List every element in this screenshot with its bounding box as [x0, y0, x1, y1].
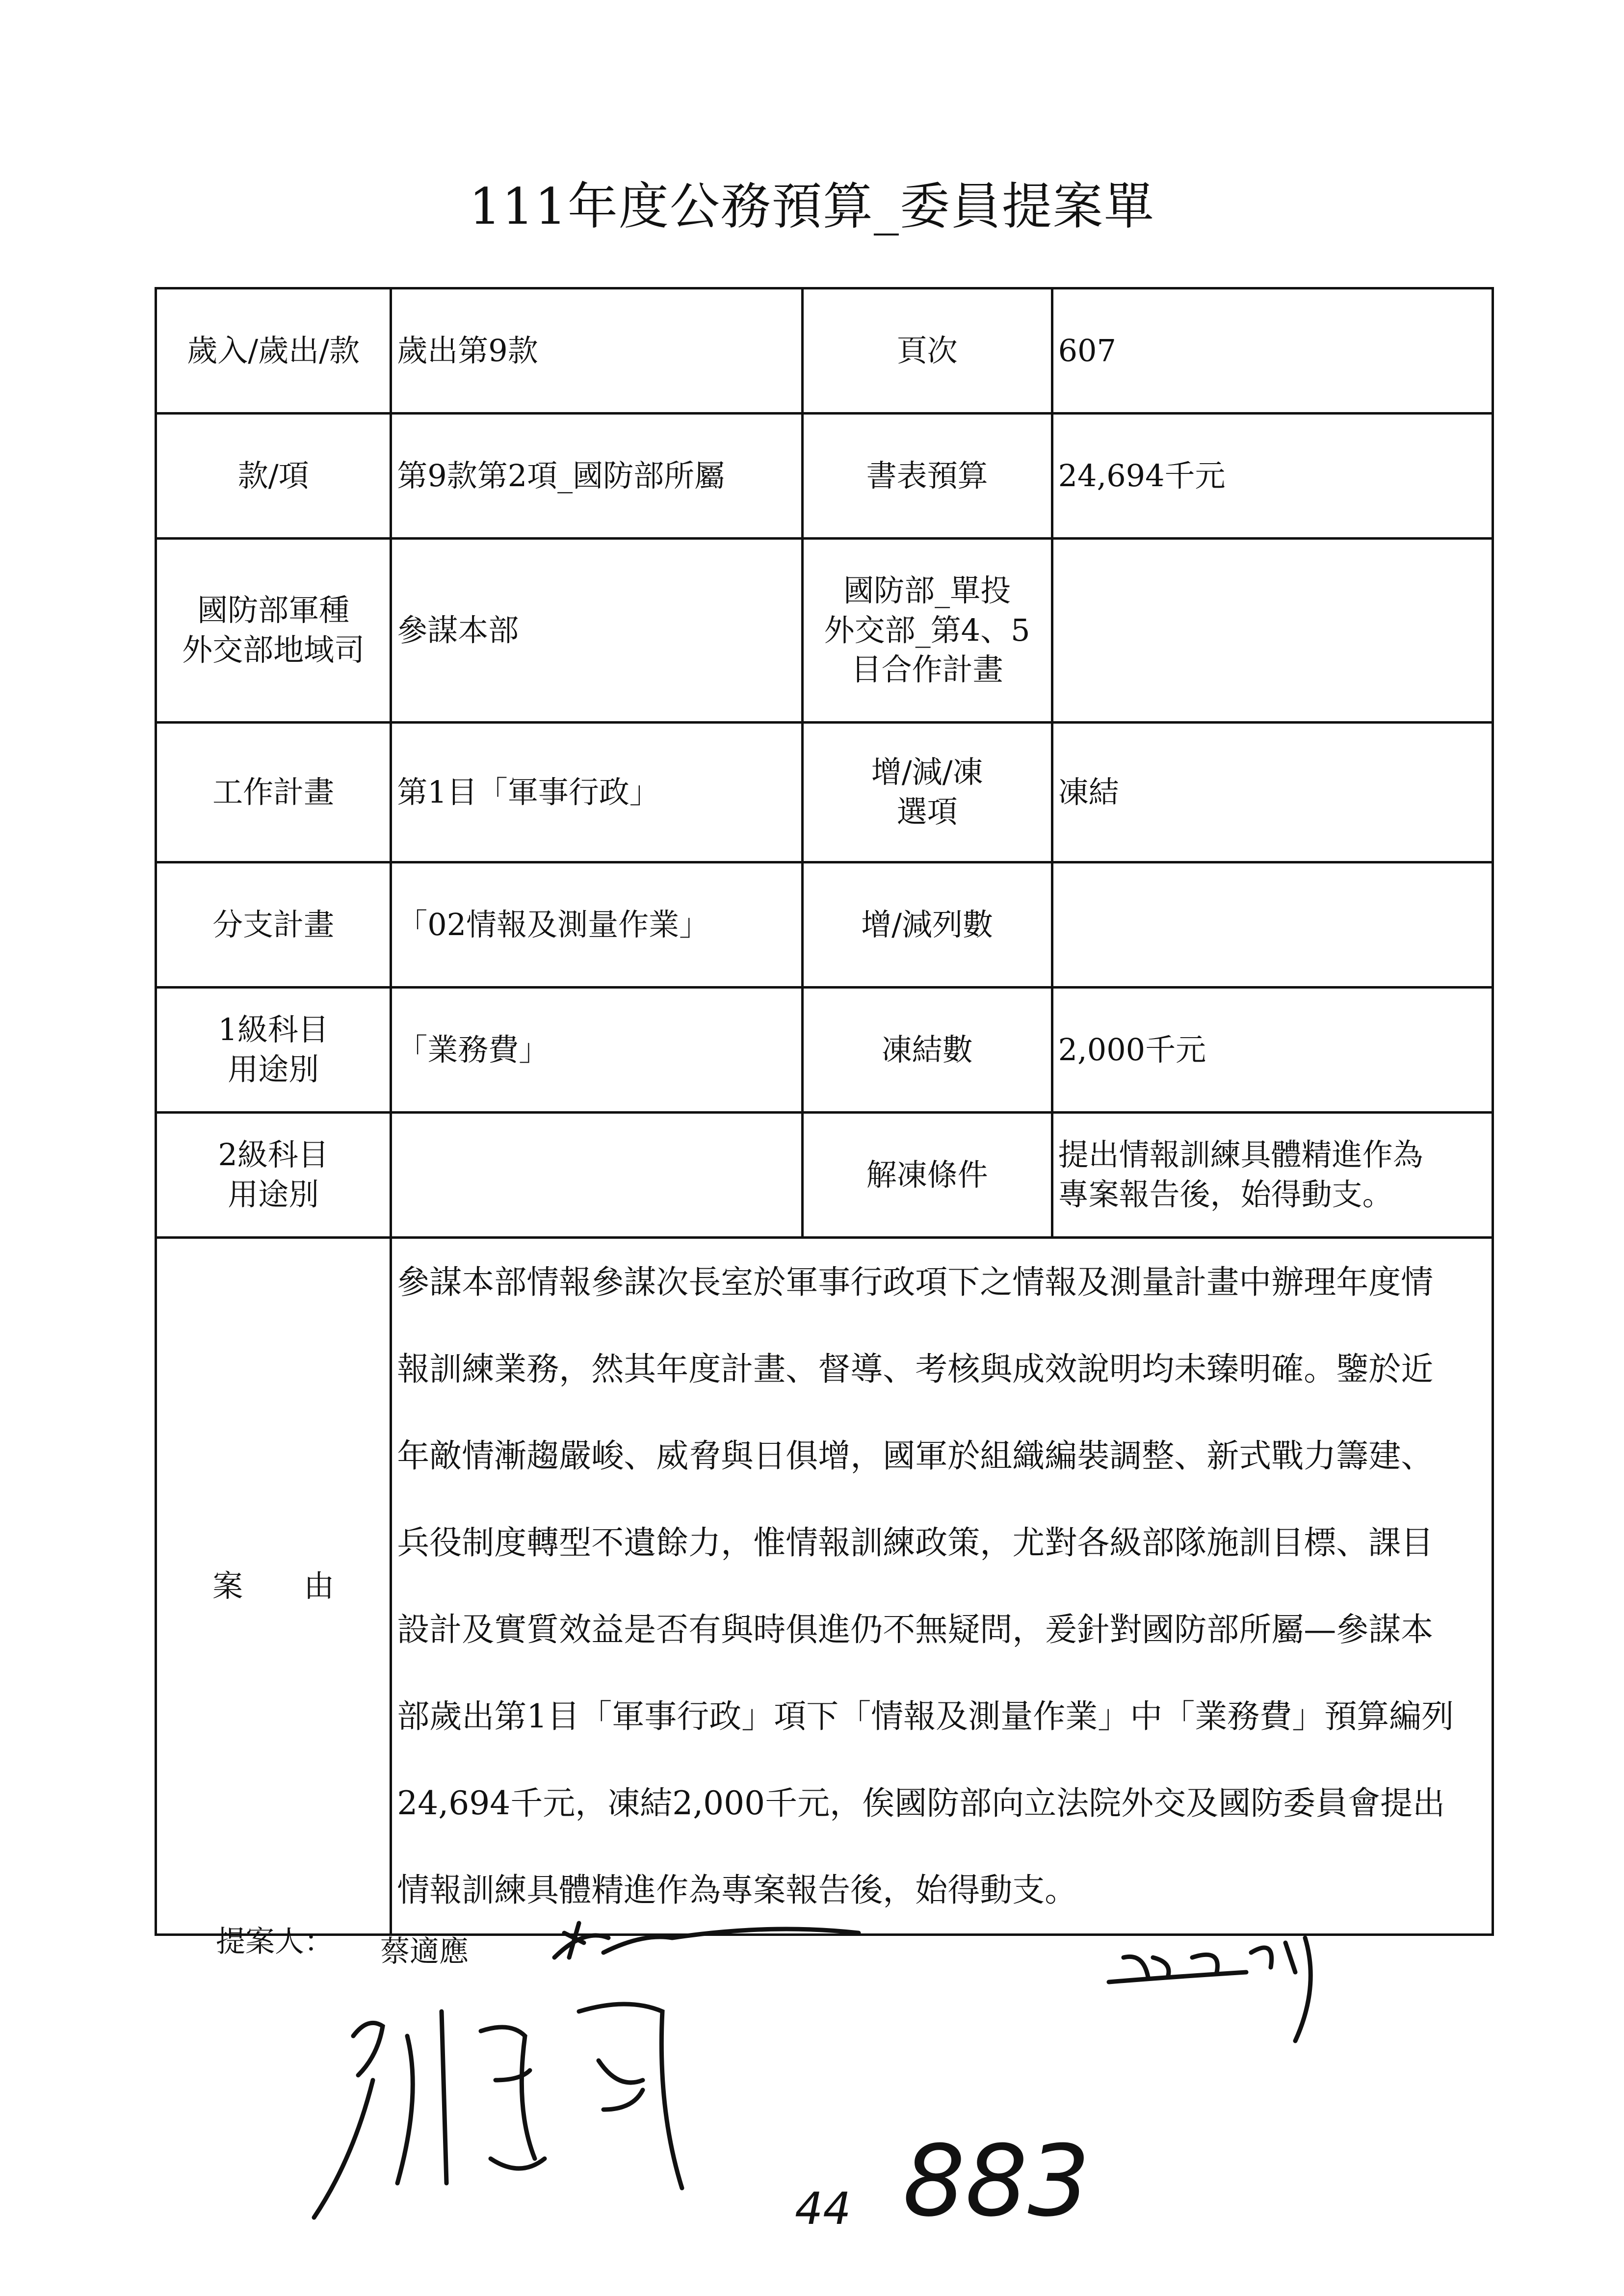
field-label: 歲入/歲出/款	[156, 288, 391, 414]
label-line: 2級科目	[218, 1137, 329, 1173]
handwritten-number: 883	[903, 2124, 1090, 2239]
field-label: 頁次	[802, 288, 1052, 414]
proposer-label: 提案人：	[216, 1925, 334, 1959]
field-value: 歲出第9款	[391, 288, 802, 414]
case-line: 報訓練業務，然其年度計畫、督導、考核與成效說明均未臻明確。鑒於近	[397, 1350, 1434, 1388]
field-value: 第1目「軍事行政」	[391, 723, 802, 862]
label-line: 增/減/凍	[871, 754, 983, 790]
page-number: 44	[795, 2183, 851, 2235]
field-value: 2,000千元	[1052, 988, 1493, 1113]
case-line: 情報訓練具體精進作為專案報告後，始得動支。	[397, 1871, 1077, 1909]
case-line: 兵役制度轉型不遺餘力，惟情報訓練政策，尤對各級部隊施訓目標、課目	[397, 1524, 1434, 1562]
field-label: 凍結數	[802, 988, 1052, 1113]
case-label: 案 由	[156, 1238, 391, 1935]
field-label: 工作計畫	[156, 723, 391, 862]
field-value: 「02情報及測量作業」	[391, 862, 802, 988]
field-label: 分支計畫	[156, 862, 391, 988]
field-label: 款/項	[156, 414, 391, 539]
case-line: 24,694千元，凍結2,000千元，俟國防部向立法院外交及國防委員會提出	[397, 1784, 1445, 1822]
page-title: 111年度公務預算_委員提案單	[469, 178, 1155, 236]
field-label: 增/減列數	[802, 862, 1052, 988]
label-line: 目合作計畫	[851, 652, 1003, 688]
field-value: 參謀本部	[391, 539, 802, 723]
label-line: 國防部_單投	[843, 573, 1011, 609]
signature-liu	[314, 2004, 682, 2218]
field-label: 解凍條件	[802, 1113, 1052, 1238]
label-line: 外交部地域司	[182, 632, 365, 668]
value-line: 提出情報訓練具體精進作為	[1058, 1137, 1423, 1173]
label-line: 用途別	[228, 1176, 319, 1212]
field-label: 書表預算	[802, 414, 1052, 539]
value-line: 專案報告後，始得動支。	[1058, 1176, 1393, 1212]
label-line: 選項	[896, 794, 958, 830]
field-value: 24,694千元	[1052, 414, 1493, 539]
signature-tsai	[554, 1923, 859, 1957]
case-line: 設計及實質效益是否有與時俱進仍不無疑問，爰針對國防部所屬—參謀本	[397, 1611, 1434, 1648]
field-value: 「業務費」	[391, 988, 802, 1113]
case-line: 年敵情漸趨嚴峻、威脅與日俱增，國軍於組織編裝調整、新式戰力籌建、	[397, 1437, 1434, 1475]
proposer-name: 蔡適應	[380, 1934, 469, 1969]
case-line: 參謀本部情報參謀次長室於軍事行政項下之情報及測量計畫中辦理年度情	[397, 1263, 1434, 1301]
case-line: 部歲出第1目「軍事行政」項下「情報及測量作業」中「業務費」預算編列	[397, 1697, 1454, 1735]
field-value: 凍結	[1052, 723, 1493, 862]
label-line: 外交部_第4、5	[824, 612, 1030, 648]
field-value: 607	[1052, 288, 1493, 414]
label-line: 國防部軍種	[197, 592, 350, 628]
label-line: 用途別	[228, 1051, 319, 1087]
signature-right	[1109, 1938, 1310, 2041]
field-value: 第9款第2項_國防部所屬	[391, 414, 802, 539]
label-line: 1級科目	[218, 1012, 329, 1048]
